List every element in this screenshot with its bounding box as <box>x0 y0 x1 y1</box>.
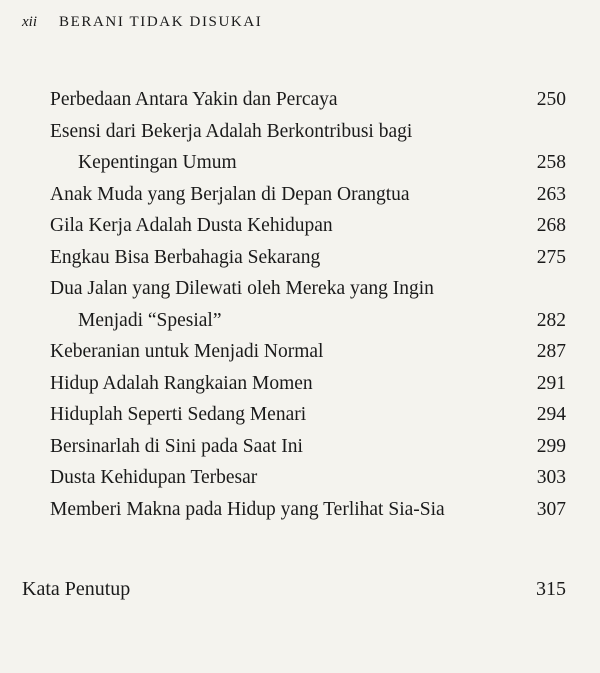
page-folio: xii <box>22 14 37 30</box>
toc-entry-title: Memberi Makna pada Hidup yang Terlihat Sia-Sia <box>50 498 445 520</box>
toc-entry <box>0 210 600 242</box>
book-title: BERANI TIDAK DISUKAI <box>59 14 263 30</box>
toc-entry-title: Keberanian untuk Menjadi Normal <box>50 341 324 362</box>
toc-entry <box>0 462 600 494</box>
toc-entry <box>0 368 600 400</box>
toc-entry-page: 299 <box>536 435 566 457</box>
toc-entry-page: 250 <box>536 89 566 110</box>
toc-entry-page: 263 <box>536 183 566 205</box>
toc-entry-title: Dua Jalan yang Dilewati oleh Mereka yang Ingin <box>50 278 434 299</box>
toc-entry-page: 282 <box>536 309 566 331</box>
toc-entry-page: 303 <box>536 467 566 488</box>
toc-entry <box>0 179 600 211</box>
toc-entry <box>0 116 600 179</box>
toc-entry-page: 294 <box>536 404 566 425</box>
toc-entry-title: Perbedaan Antara Yakin dan Percaya <box>50 89 338 110</box>
toc-entry <box>0 273 600 336</box>
closing-title: Kata Penutup <box>22 578 131 600</box>
toc-entry <box>0 84 600 116</box>
running-head <box>22 14 262 31</box>
toc-entry-page: 291 <box>536 372 566 394</box>
toc-entry-title: Dusta Kehidupan Terbesar <box>50 467 258 488</box>
toc-entry-title-continued: Menjadi “Spesial” <box>78 309 222 331</box>
toc-entry-title-continued: Kepentingan Umum <box>78 152 237 173</box>
toc-entry-page: 268 <box>536 215 566 236</box>
toc-entry-page: 258 <box>536 152 566 173</box>
toc-entry-page: 275 <box>536 246 566 268</box>
toc-entry-title: Hiduplah Seperti Sedang Menari <box>50 404 307 425</box>
toc-entry <box>0 494 600 526</box>
toc-entry <box>0 399 600 431</box>
toc-entry-title: Bersinarlah di Sini pada Saat Ini <box>50 435 303 457</box>
toc-entry-title: Anak Muda yang Berjalan di Depan Orangtua <box>50 183 410 205</box>
toc-entry-page: 307 <box>536 498 566 520</box>
toc-entry-closing <box>0 574 600 606</box>
toc-entry <box>0 242 600 274</box>
toc-entry-title: Esensi dari Bekerja Adalah Berkontribusi bagi <box>50 120 413 142</box>
table-of-contents <box>0 84 600 525</box>
closing-page: 315 <box>536 578 566 600</box>
toc-entry-title: Engkau Bisa Berbahagia Sekarang <box>50 246 321 268</box>
toc-entry-title: Hidup Adalah Rangkaian Momen <box>50 372 313 394</box>
toc-entry <box>0 431 600 463</box>
toc-entry-page: 287 <box>536 341 566 362</box>
toc-entry-title: Gila Kerja Adalah Dusta Kehidupan <box>50 215 333 236</box>
toc-entry <box>0 336 600 368</box>
